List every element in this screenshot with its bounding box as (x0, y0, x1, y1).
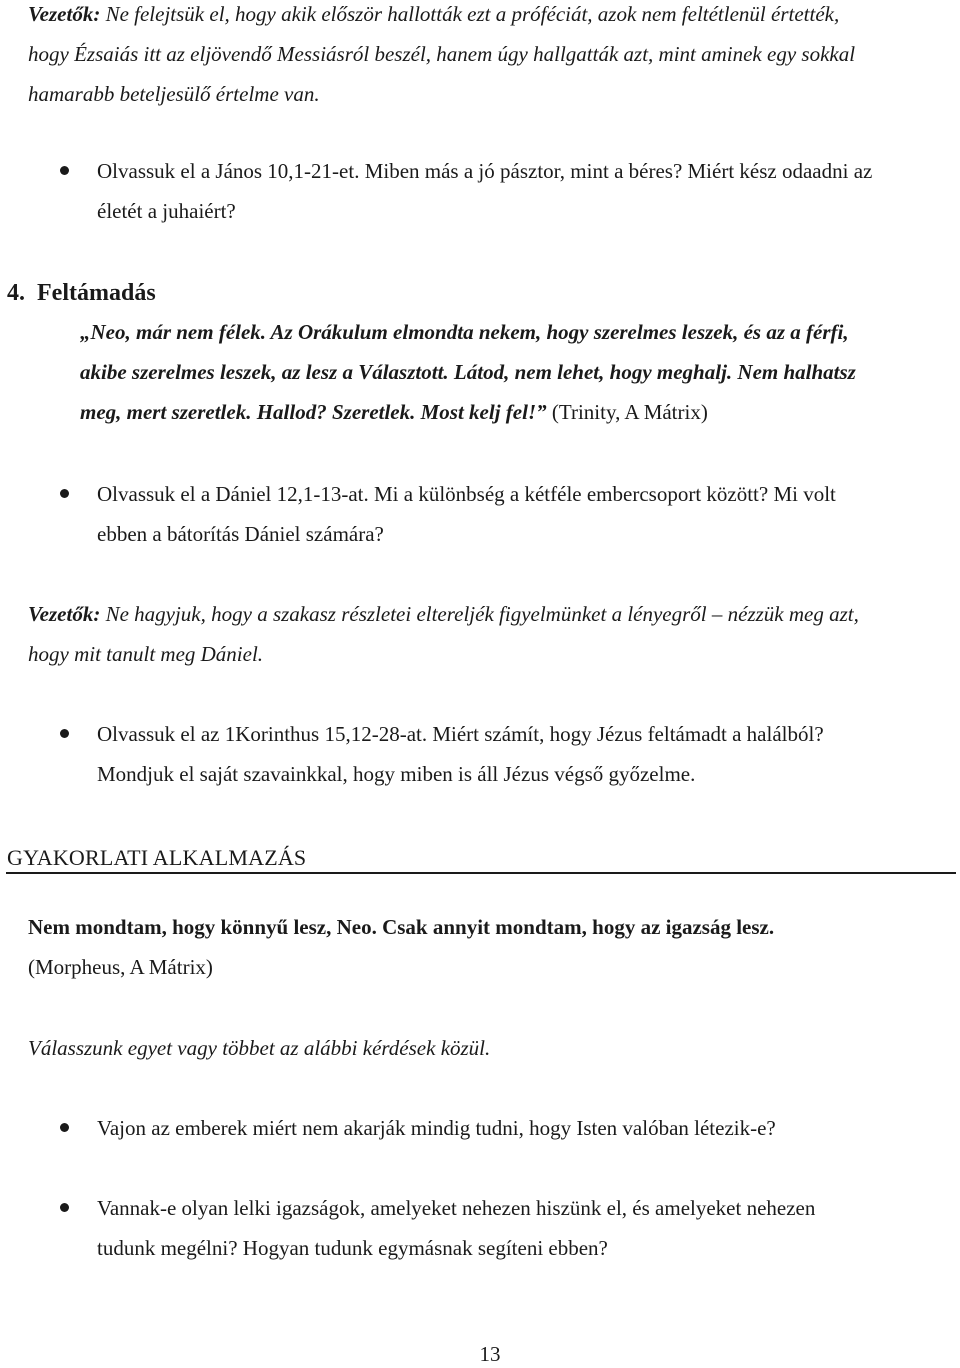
leader-note-2 (28, 594, 956, 674)
quote-line-3: meg, mert szeretlek. Hallod? Szeretlek. Most kelj fel!” (Trinity, A Mátrix) (80, 400, 708, 424)
leader-note-2-line-2: hogy mit tanult meg Dániel. (28, 642, 264, 666)
section-heading-4 (7, 273, 156, 313)
morpheus-quote (28, 907, 956, 987)
leader-label: Vezetők: (28, 602, 101, 626)
bullet-item-4-line-1: Vajon az emberek miért nem akarják mindig tudni, hogy Isten valóban létezik-e? (97, 1116, 776, 1140)
section-title: Feltámadás (37, 280, 156, 306)
trinity-quote (80, 312, 958, 432)
bullet-item-3 (97, 714, 957, 794)
bullet-item-3-line-2: Mondjuk el saját szavainkkal, hogy miben is áll Jézus végső győzelme. (97, 762, 696, 786)
bullet-icon (60, 1123, 69, 1132)
bullet-item-5-line-2: tudunk megélni? Hogyan tudunk egymásnak segíteni ebben? (97, 1236, 608, 1260)
bullet-item-4 (97, 1108, 957, 1148)
quote-line-1: „Neo, már nem félek. Az Orákulum elmondta nekem, hogy szerelmes leszek, és az a férfi, (80, 320, 849, 344)
bullet-icon (60, 729, 69, 738)
section-number: 4. (7, 280, 25, 306)
bullet-icon (60, 489, 69, 498)
bullet-icon (60, 166, 69, 175)
bullet-item-5 (97, 1188, 957, 1268)
page-number: 13 (479, 1342, 501, 1366)
leader-note-2-line-1: Vezetők: Ne hagyjuk, hogy a szakasz részletei eltereljék figyelmünket a lényegről – nézzük meg azt, (28, 602, 859, 626)
instruction-text: Válasszunk egyet vagy többet az alábbi kérdések közül. (28, 1036, 491, 1060)
bullet-item-2 (97, 474, 957, 554)
bullet-item-1 (97, 151, 957, 231)
practical-section-title: GYAKORLATI ALKALMAZÁS (7, 845, 307, 870)
quote-line-2: akibe szerelmes leszek, az lesz a Választott. Látod, nem lehet, hogy meghalj. Nem halhatsz (80, 360, 856, 384)
bullet-icon (60, 1203, 69, 1212)
bullet-item-1-line-2: életét a juhaiért? (97, 199, 236, 223)
leader-label: Vezetők: (28, 2, 101, 26)
leader-note-1-line-3: hamarabb beteljesülő értelme van. (28, 82, 320, 106)
section-divider (6, 872, 956, 874)
bullet-item-5-line-1: Vannak-e olyan lelki igazságok, amelyeket nehezen hiszünk el, és amelyeket nehezen (97, 1196, 816, 1220)
leader-note-1-line-1: Vezetők: Ne felejtsük el, hogy akik először hallották ezt a próféciát, azok nem feltétlenül értették, (28, 2, 840, 26)
bullet-item-2-line-1: Olvassuk el a Dániel 12,1-13-at. Mi a különbség a kétféle embercsoport között? Mi volt (97, 482, 836, 506)
bullet-item-3-line-1: Olvassuk el az 1Korinthus 15,12-28-at. Miért számít, hogy Jézus feltámadt a halálból? (97, 722, 824, 746)
quote-source: (Trinity, A Mátrix) (546, 400, 708, 424)
leader-note-1 (28, 0, 953, 114)
morpheus-quote-text: Nem mondtam, hogy könnyű lesz, Neo. Csak annyit mondtam, hogy az igazság lesz. (28, 915, 775, 939)
bullet-item-1-line-1: Olvassuk el a János 10,1-21-et. Miben más a jó pásztor, mint a béres? Miért kész odaadni az (97, 159, 873, 183)
bullet-item-2-line-2: ebben a bátorítás Dániel számára? (97, 522, 384, 546)
leader-note-1-line-2: hogy Ézsaiás itt az eljövendő Messiásról beszél, hanem úgy hallgatták azt, mint aminek egy sokkal (28, 42, 856, 66)
morpheus-quote-source: (Morpheus, A Mátrix) (28, 955, 213, 979)
